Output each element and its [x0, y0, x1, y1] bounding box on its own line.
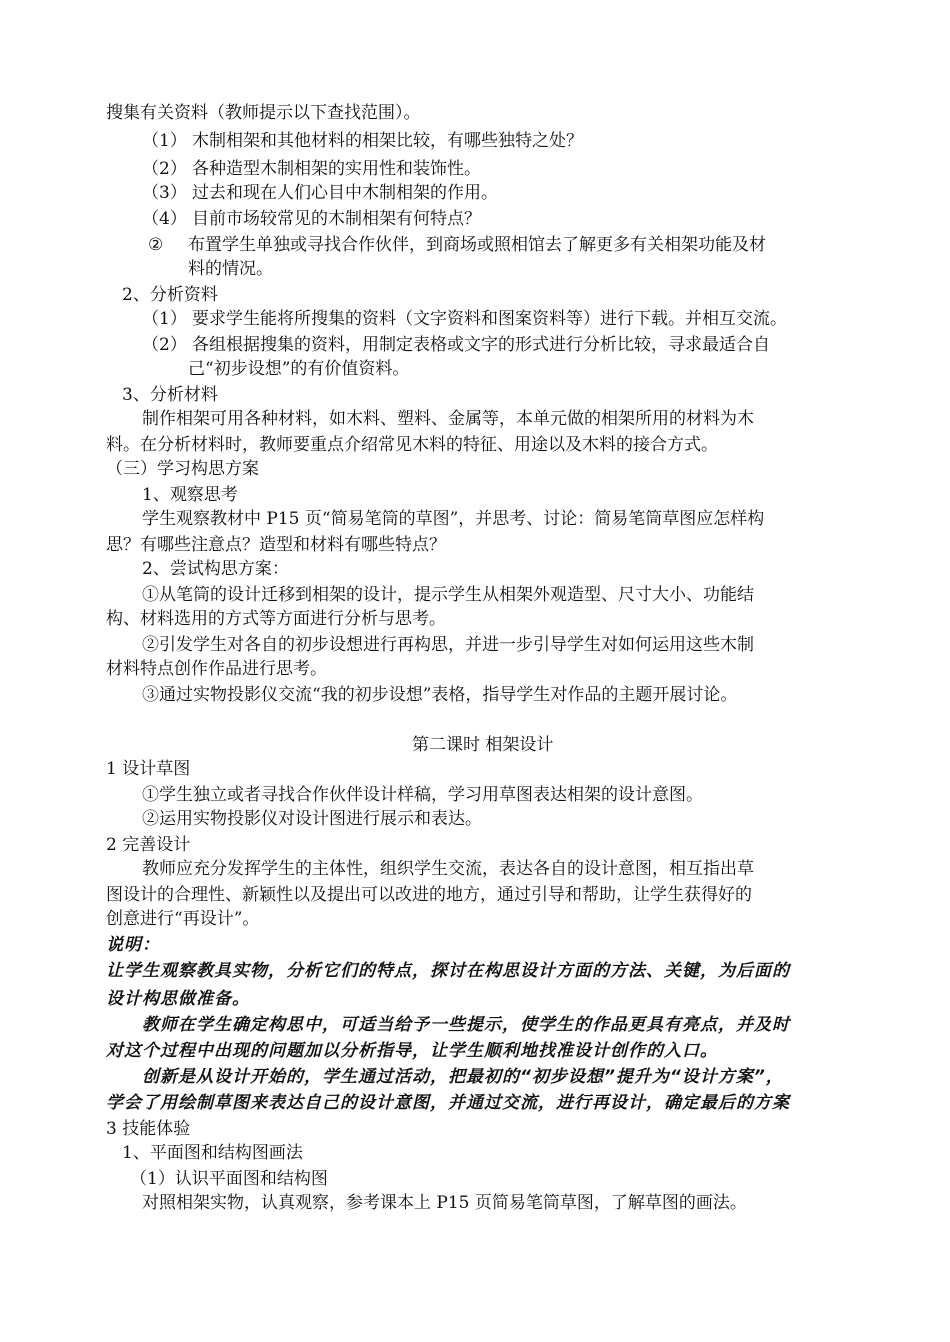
section-heading: 1、观察思考 — [142, 485, 238, 505]
text-line: 创意进行“再设计”。 — [106, 909, 260, 929]
item-text: 各组根据搜集的资料，用制定表格或文字的形式进行分析比较，寻求最适合自 — [192, 335, 770, 355]
item-text: 各种造型木制相架的实用性和装饰性。 — [192, 159, 481, 179]
note-line: 创新是从设计开始的，学生通过活动，把最初的“初步设想”提升为“设计方案”， — [142, 1067, 784, 1087]
text-line: ①从笔筒的设计迁移到相架的设计，提示学生从相架外观造型、尺寸大小、功能结 — [142, 585, 754, 605]
section-heading: （1）认识平面图和结构图 — [130, 1169, 328, 1189]
item-text: 布置学生单独或寻找合作伙伴，到商场或照相馆去了解更多有关相架功能及材 — [188, 235, 766, 255]
item-text: 目前市场较常见的木制相架有何特点？ — [192, 209, 481, 229]
section-heading: 1 设计草图 — [106, 759, 191, 779]
text-line: ②引发学生对各自的初步设想进行再构思，并进一步引导学生对如何运用这些木制 — [142, 635, 754, 655]
list-item — [142, 208, 481, 230]
section-heading: 2 完善设计 — [106, 835, 191, 855]
text-line: 搜集有关资料（教师提示以下查找范围）。 — [106, 103, 421, 123]
list-item — [142, 308, 787, 330]
text-line: 材料特点创作作品进行思考。 — [106, 659, 327, 679]
note-line: 学会了用绘制草图来表达自己的设计意图，并通过交流，进行再设计，确定最后的方案 — [106, 1093, 790, 1113]
section-heading: 3 技能体验 — [106, 1119, 191, 1139]
text-line: ②运用实物投影仪对设计图进行展示和表达。 — [142, 809, 482, 829]
note-line: 让学生观察教具实物，分析它们的特点，探讨在构思设计方面的方法、关键，为后面的 — [106, 961, 790, 981]
text-line: 图设计的合理性、新颖性以及提出可以改进的地方，通过引导和帮助，让学生获得好的 — [106, 885, 752, 905]
list-item — [142, 334, 770, 356]
note-line: 设计构思做准备。 — [106, 989, 250, 1009]
text-line: 构、材料选用的方式等方面进行分析与思考。 — [106, 609, 446, 629]
text-line: 对照相架实物，认真观察，参考课本上 P15 页简易笔筒草图，了解草图的画法。 — [142, 1193, 747, 1213]
list-item — [148, 234, 766, 256]
text-line: ①学生独立或者寻找合作伙伴设计样稿，学习用草图表达相架的设计意图。 — [142, 785, 703, 805]
note-line: 对这个过程中出现的问题加以分析指导，让学生顺利地找准设计创作的入口。 — [106, 1041, 718, 1061]
item-number: （4） — [142, 209, 187, 229]
text-line: ③通过实物投影仪交流“我的初步设想”表格，指导学生对作品的主题开展讨论。 — [142, 685, 738, 705]
note-heading: 说明： — [106, 935, 160, 955]
section-heading: 3、分析材料 — [122, 385, 218, 405]
item-text: 过去和现在人们心目中木制相架的作用。 — [192, 183, 498, 203]
list-item — [142, 130, 583, 152]
text-line: 己“初步设想”的有价值资料。 — [188, 359, 410, 379]
item-number: ② — [148, 235, 164, 255]
section-heading: 1、平面图和结构图画法 — [122, 1143, 303, 1163]
item-number: （1） — [142, 131, 187, 151]
item-number: （1） — [142, 309, 187, 329]
list-item — [142, 182, 498, 204]
item-text: 要求学生能将所搜集的资料（文字资料和图案资料等）进行下载。并相互交流。 — [192, 309, 787, 329]
list-item — [142, 158, 481, 180]
item-number: （2） — [142, 335, 187, 355]
section-heading: （三）学习构思方案 — [106, 459, 259, 479]
item-text: 木制相架和其他材料的相架比较，有哪些独特之处？ — [192, 131, 583, 151]
section-heading: 2、尝试构思方案： — [142, 559, 289, 579]
item-number: （3） — [142, 183, 187, 203]
text-line: 学生观察教材中 P15 页“简易笔筒的草图”，并思考、讨论：简易笔筒草图应怎样构 — [142, 509, 765, 529]
text-line: 制作相架可用各种材料，如木料、塑料、金属等，本单元做的相架所用的材料为木 — [142, 409, 754, 429]
text-line: 思？有哪些注意点？造型和材料有哪些特点？ — [106, 535, 446, 555]
item-number: （2） — [142, 159, 187, 179]
text-line: 料。在分析材料时，教师要重点介绍常见木料的特征、用途以及木料的接合方式。 — [106, 435, 718, 455]
page-title: 第二课时 相架设计 — [412, 735, 554, 755]
text-line: 教师应充分发挥学生的主体性，组织学生交流，表达各自的设计意图，相互指出草 — [142, 859, 754, 879]
note-line: 教师在学生确定构思中，可适当给予一些提示，使学生的作品更具有亮点，并及时 — [142, 1015, 790, 1035]
section-heading: 2、分析资料 — [122, 285, 218, 305]
text-line: 料的情况。 — [188, 259, 273, 279]
